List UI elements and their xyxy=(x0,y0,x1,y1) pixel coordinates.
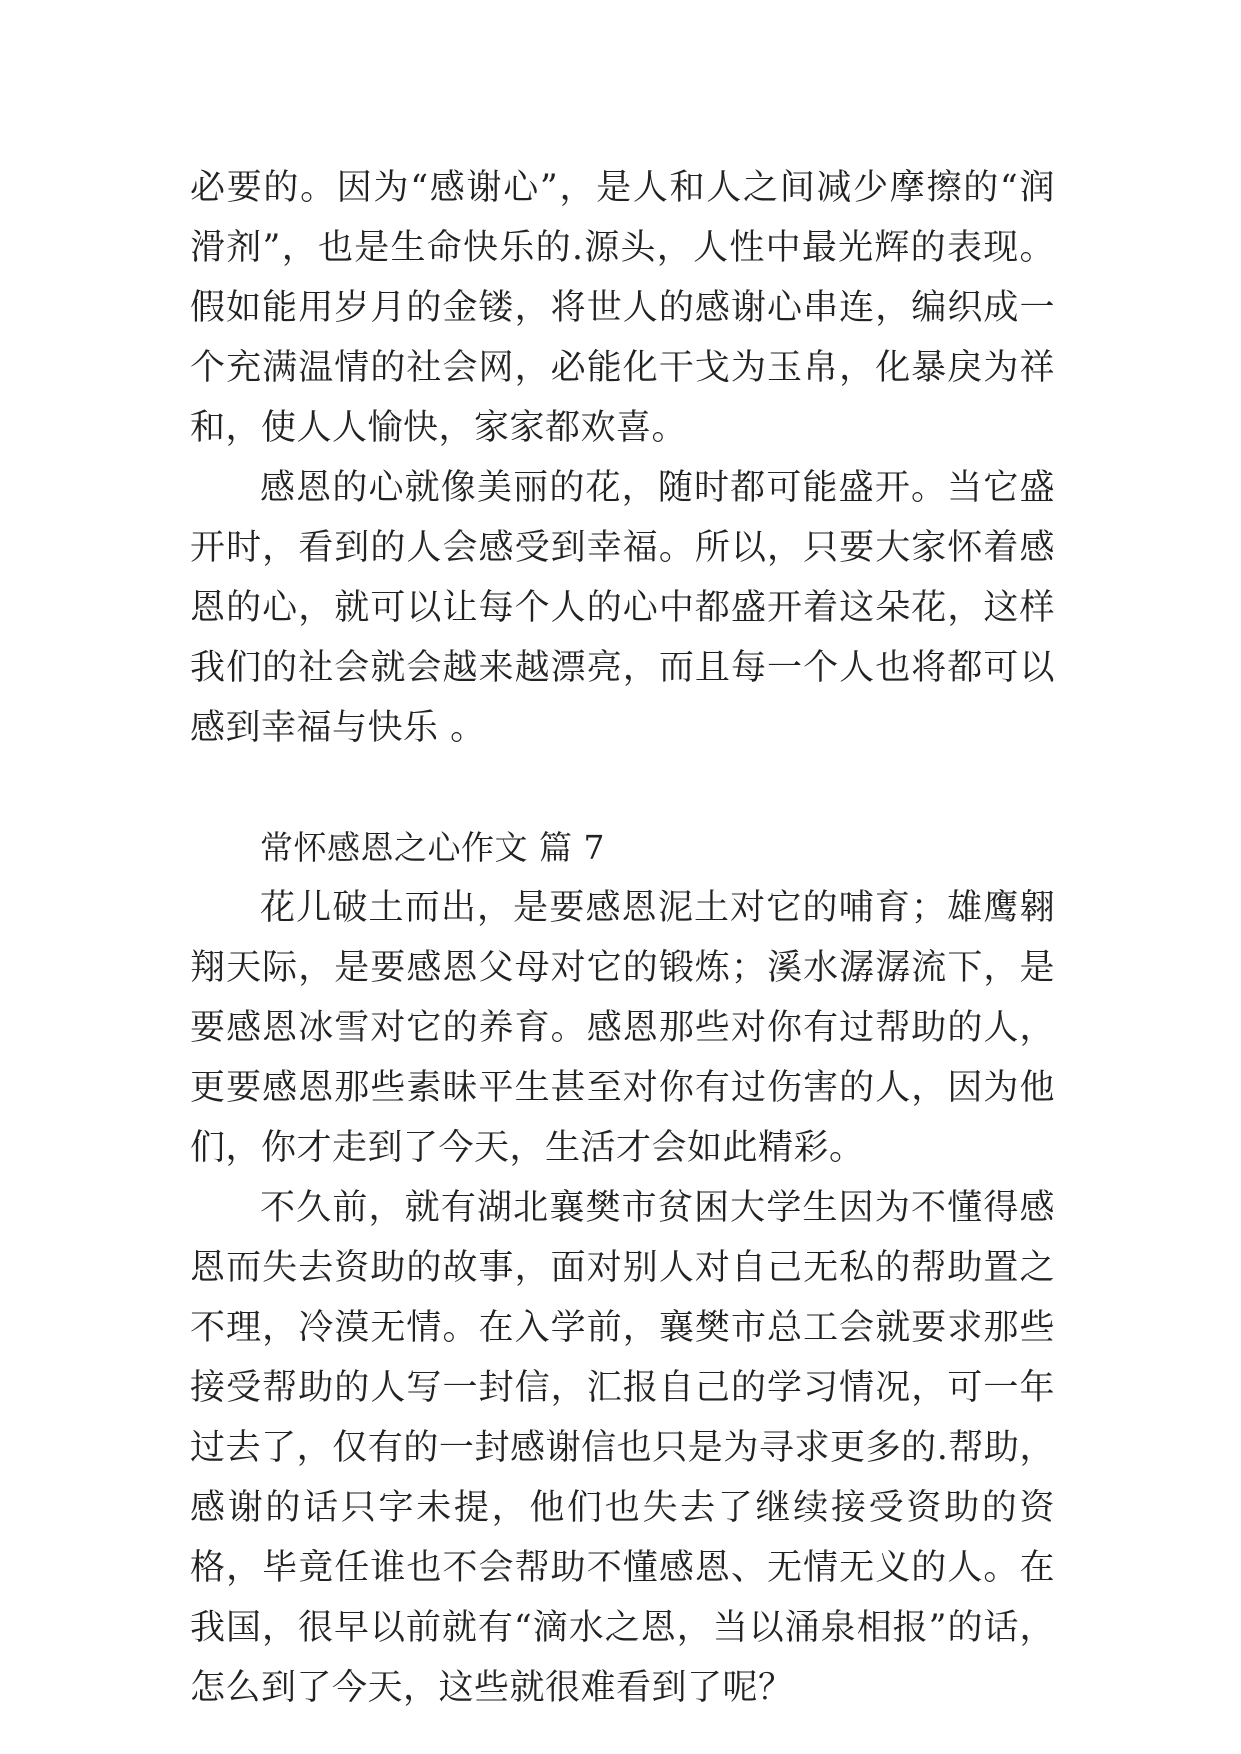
document-body xyxy=(190,158,1055,1718)
paragraph-nature-gratitude: 花儿破土而出，是要感恩泥土对它的哺育；雄鹰翱翔天际，是要感恩父母对它的锻炼；溪水潺潺流下，是要感恩冰雪对它的养育。感恩那些对你有过帮助的人，更要感恩那些素昧平生甚至对你有过伤害的人，因为他们，你才走到了今天，生活才会如此精彩。 xyxy=(190,888,1055,1168)
paragraph-flower-metaphor: 感恩的心就像美丽的花，随时都可能盛开。当它盛开时，看到的人会感受到幸福。所以，只要大家怀着感恩的心，就可以让每个人的心中都盛开着这朵花，这样我们的社会就会越来越漂亮，而且每一个人也将都可以感到幸福与快乐 。 xyxy=(190,468,1055,748)
section-heading: 常怀感恩之心作文 篇 7 xyxy=(260,828,605,867)
paragraph-continuation: 必要的。因为“感谢心”，是人和人之间减少摩擦的“润滑剂”，也是生命快乐的.源头，人性中最光辉的表现。假如能用岁月的金镂，将世人的感谢心串连，编织成一个充满温情的社会网，必能化干戈为玉帛，化暴戾为祥和，使人人愉快，家家都欢喜。 xyxy=(190,168,1055,448)
section-gap xyxy=(190,758,1055,818)
paragraph-student-story: 不久前，就有湖北襄樊市贫困大学生因为不懂得感恩而失去资助的故事，面对别人对自己无私的帮助置之不理，冷漠无情。在入学前，襄樊市总工会就要求那些接受帮助的人写一封信，汇报自己的学习情况，可一年过去了，仅有的一封感谢信也只是为寻求更多的.帮助，感谢的话只字未提，他们也失去了继续接受资助的资格，毕竟任谁也不会帮助不懂感恩、无情无义的人。在我国，很早以前就有“滴水之恩，当以涌泉相报”的话，怎么到了今天，这些就很难看到了呢？ xyxy=(190,1188,1055,1708)
